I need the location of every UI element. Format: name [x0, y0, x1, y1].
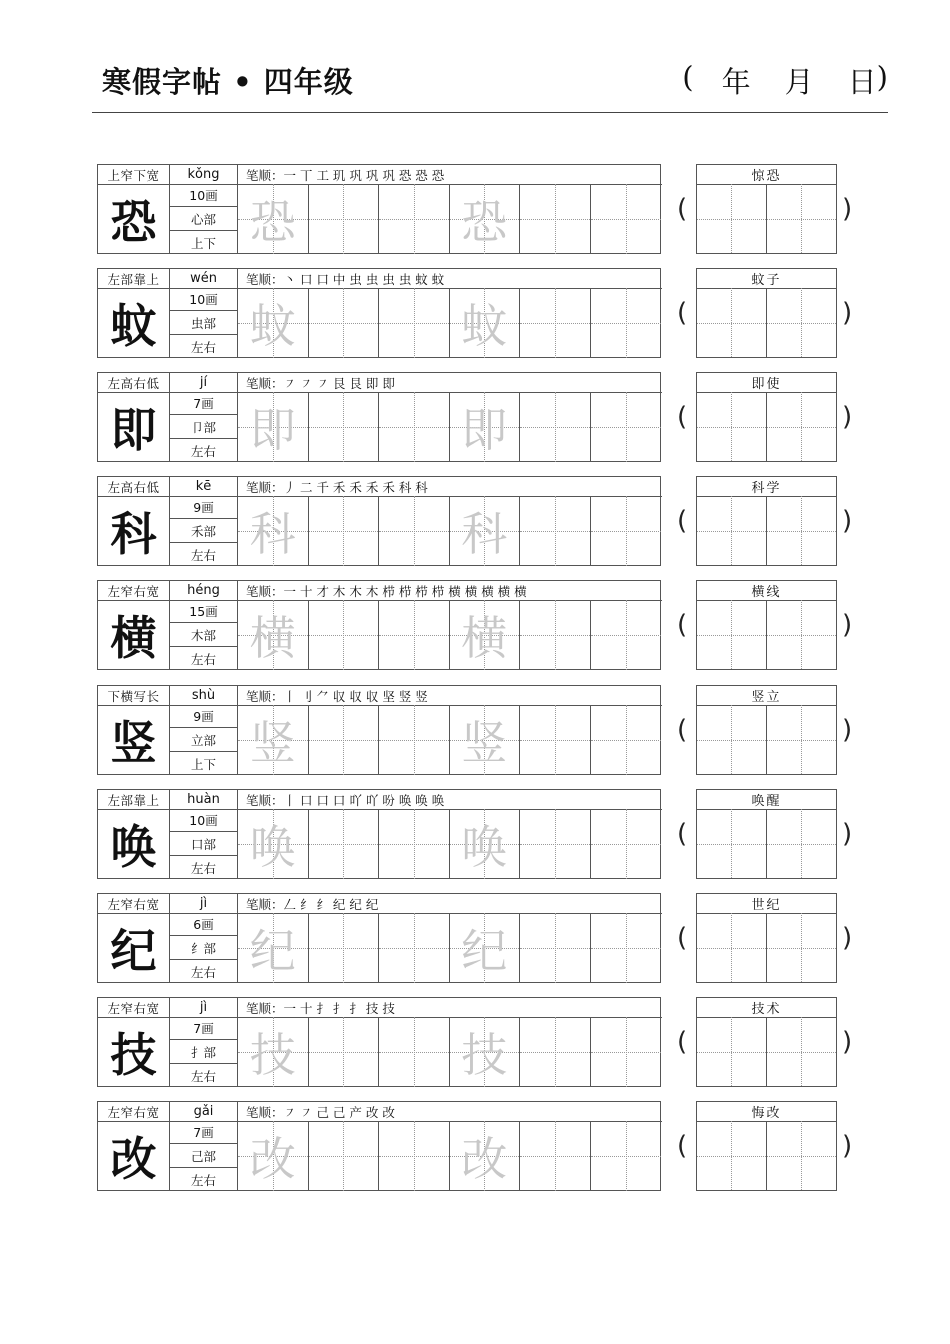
- character-row: [97, 789, 857, 881]
- trace-character: 竖: [249, 716, 296, 770]
- trace-character: 横: [249, 611, 296, 665]
- word-practice-square[interactable]: [697, 288, 767, 357]
- word-practice-square[interactable]: [767, 392, 837, 461]
- layout-label: 左右: [170, 647, 238, 670]
- model-character: 即: [98, 392, 170, 462]
- word-close-paren: ): [842, 923, 853, 953]
- model-character: 改: [98, 1121, 170, 1191]
- trace-character: 技: [249, 1028, 296, 1082]
- practice-square[interactable]: [520, 809, 591, 879]
- word-practice-square[interactable]: [697, 1017, 767, 1086]
- word-practice-square[interactable]: [697, 705, 767, 774]
- practice-square[interactable]: [591, 705, 662, 775]
- practice-grid: [238, 184, 661, 254]
- character-row: [97, 997, 857, 1089]
- trace-character: 改: [249, 1132, 296, 1186]
- word-open-paren: (: [677, 819, 688, 849]
- word-practice-square[interactable]: [697, 913, 767, 982]
- word-practice-square[interactable]: [767, 809, 837, 878]
- stroke-count: 10画: [170, 809, 238, 832]
- stroke-order-sequence: 丶 口 口 中 虫 虫 虫 虫 蚊 蚊: [283, 271, 445, 287]
- word-label: 竖立: [697, 686, 836, 706]
- stroke-count: 7画: [170, 392, 238, 415]
- word-practice-square[interactable]: [767, 288, 837, 357]
- practice-square[interactable]: [450, 288, 521, 358]
- word-box: [696, 164, 837, 254]
- character-row: [97, 372, 857, 464]
- practice-square[interactable]: [520, 288, 591, 358]
- practice-square[interactable]: [450, 705, 521, 775]
- practice-square[interactable]: [450, 913, 521, 983]
- practice-square[interactable]: [238, 392, 309, 462]
- structure-label: 左高右低: [98, 373, 170, 392]
- practice-square[interactable]: [309, 184, 380, 254]
- practice-square[interactable]: [591, 1121, 662, 1191]
- practice-square[interactable]: [450, 496, 521, 566]
- word-practice-square[interactable]: [697, 809, 767, 878]
- practice-square[interactable]: [379, 1017, 450, 1087]
- character-row: [97, 476, 857, 568]
- date-month-label: 月: [784, 65, 814, 99]
- stroke-order: [246, 373, 660, 392]
- stroke-count: 7画: [170, 1121, 238, 1144]
- trace-character: 即: [461, 403, 508, 457]
- stroke-order-sequence: 一 丅 工 玑 巩 巩 巩 恐 恐 恐: [283, 167, 445, 183]
- practice-square[interactable]: [520, 392, 591, 462]
- word-practice-square[interactable]: [697, 1121, 767, 1190]
- trace-character: 科: [249, 507, 296, 561]
- radical-label: 扌部: [170, 1040, 238, 1064]
- stroke-order-sequence: 丨 口 口 口 吖 吖 吩 唤 唤 唤: [283, 792, 445, 808]
- pinyin-label: shù: [170, 686, 238, 705]
- trace-character: 蚊: [461, 299, 508, 353]
- practice-square[interactable]: [238, 600, 309, 670]
- practice-square[interactable]: [379, 913, 450, 983]
- practice-square[interactable]: [450, 600, 521, 670]
- practice-square[interactable]: [520, 705, 591, 775]
- word-practice-square[interactable]: [697, 392, 767, 461]
- word-box: [696, 893, 837, 983]
- word-close-paren: ): [842, 610, 853, 640]
- trace-character: 纪: [249, 924, 296, 978]
- practice-square[interactable]: [309, 288, 380, 358]
- word-close-paren: ): [842, 819, 853, 849]
- word-practice-square[interactable]: [767, 600, 837, 669]
- trace-character: 改: [461, 1132, 508, 1186]
- practice-square[interactable]: [379, 1121, 450, 1191]
- layout-label: 上下: [170, 231, 238, 254]
- stroke-order: [246, 581, 660, 600]
- stroke-order-prefix: 笔顺：: [246, 583, 284, 599]
- character-row: [97, 893, 857, 985]
- trace-character: 唤: [461, 820, 508, 874]
- date-day-label: 日: [847, 65, 877, 99]
- practice-square[interactable]: [591, 809, 662, 879]
- word-label: 悔改: [697, 1102, 836, 1122]
- word-practice-square[interactable]: [767, 1017, 837, 1086]
- practice-grid: [238, 705, 661, 775]
- trace-character: 技: [461, 1028, 508, 1082]
- word-label: 蚊子: [697, 269, 836, 289]
- stroke-count: 9画: [170, 496, 238, 519]
- character-card: [97, 1101, 661, 1191]
- word-label: 世纪: [697, 894, 836, 914]
- stroke-order-prefix: 笔顺：: [246, 896, 284, 912]
- date-year-label: 年: [721, 65, 751, 99]
- pinyin-label: héng: [170, 581, 238, 600]
- word-close-paren: ): [842, 1131, 853, 1161]
- practice-square[interactable]: [238, 1017, 309, 1087]
- layout-label: 左右: [170, 1168, 238, 1191]
- practice-grid: [238, 1121, 661, 1191]
- practice-square[interactable]: [591, 600, 662, 670]
- radical-label: 心部: [170, 207, 238, 231]
- character-row: [97, 580, 857, 672]
- practice-square[interactable]: [591, 184, 662, 254]
- practice-square[interactable]: [238, 705, 309, 775]
- practice-square[interactable]: [309, 809, 380, 879]
- character-card: [97, 789, 661, 879]
- stroke-order-sequence: 一 十 才 木 木 木 栉 栉 栉 栉 横 横 横 横 横: [283, 583, 527, 599]
- practice-square[interactable]: [379, 496, 450, 566]
- word-open-paren: (: [677, 923, 688, 953]
- practice-square[interactable]: [238, 184, 309, 254]
- radical-label: 虫部: [170, 311, 238, 335]
- word-open-paren: (: [677, 1131, 688, 1161]
- word-box: [696, 580, 837, 670]
- character-card: [97, 164, 661, 254]
- stroke-order-prefix: 笔顺：: [246, 1000, 284, 1016]
- stroke-order: [246, 998, 660, 1017]
- trace-character: 科: [461, 507, 508, 561]
- pinyin-label: jí: [170, 373, 238, 392]
- word-practice-square[interactable]: [767, 496, 837, 565]
- practice-square[interactable]: [591, 496, 662, 566]
- layout-label: 左右: [170, 856, 238, 879]
- word-practice-square[interactable]: [767, 184, 837, 253]
- character-card: [97, 268, 661, 358]
- word-practice-square[interactable]: [767, 705, 837, 774]
- practice-square[interactable]: [520, 1121, 591, 1191]
- stroke-order-sequence: ㇇ ㇇ 己 己 产 改 改: [283, 1104, 395, 1120]
- structure-label: 左窄右宽: [98, 581, 170, 600]
- word-practice-square[interactable]: [697, 600, 767, 669]
- practice-grid: [238, 288, 661, 358]
- word-open-paren: (: [677, 715, 688, 745]
- stroke-order: [246, 686, 660, 705]
- practice-square[interactable]: [379, 288, 450, 358]
- stroke-order-prefix: 笔顺：: [246, 167, 284, 183]
- layout-label: 左右: [170, 335, 238, 358]
- character-row: [97, 1101, 857, 1193]
- pinyin-label: jì: [170, 894, 238, 913]
- trace-character: 横: [461, 611, 508, 665]
- practice-square[interactable]: [379, 705, 450, 775]
- word-box: [696, 997, 837, 1087]
- word-practice-square[interactable]: [767, 913, 837, 982]
- stroke-order: [246, 1102, 660, 1121]
- word-close-paren: ): [842, 194, 853, 224]
- word-label: 即使: [697, 373, 836, 393]
- stroke-order: [246, 894, 660, 913]
- word-box: [696, 789, 837, 879]
- stroke-order-prefix: 笔顺：: [246, 479, 284, 495]
- trace-character: 唤: [249, 820, 296, 874]
- practice-square[interactable]: [309, 705, 380, 775]
- model-character: 唤: [98, 809, 170, 879]
- practice-square[interactable]: [450, 184, 521, 254]
- trace-character: 纪: [461, 924, 508, 978]
- structure-label: 上窄下宽: [98, 165, 170, 184]
- layout-label: 左右: [170, 960, 238, 983]
- pinyin-label: gǎi: [170, 1102, 238, 1121]
- word-close-paren: ): [842, 402, 853, 432]
- practice-square[interactable]: [309, 392, 380, 462]
- pinyin-label: kǒng: [170, 165, 238, 184]
- practice-square[interactable]: [379, 809, 450, 879]
- stroke-order-prefix: 笔顺：: [246, 1104, 284, 1120]
- date-close-paren: ): [876, 60, 888, 94]
- practice-square[interactable]: [520, 1017, 591, 1087]
- character-card: [97, 997, 661, 1087]
- word-label: 唤醒: [697, 790, 836, 810]
- layout-label: 左右: [170, 439, 238, 462]
- word-open-paren: (: [677, 298, 688, 328]
- trace-character: 即: [249, 403, 296, 457]
- word-close-paren: ): [842, 715, 853, 745]
- stroke-count: 9画: [170, 705, 238, 728]
- practice-square[interactable]: [379, 392, 450, 462]
- practice-square[interactable]: [450, 392, 521, 462]
- word-open-paren: (: [677, 402, 688, 432]
- radical-label: 口部: [170, 832, 238, 856]
- structure-label: 下横写长: [98, 686, 170, 705]
- word-box: [696, 1101, 837, 1191]
- word-label: 科学: [697, 477, 836, 497]
- word-box: [696, 685, 837, 775]
- structure-label: 左窄右宽: [98, 998, 170, 1017]
- practice-grid: [238, 496, 661, 566]
- radical-label: 立部: [170, 728, 238, 752]
- word-open-paren: (: [677, 1027, 688, 1057]
- radical-label: 卩部: [170, 415, 238, 439]
- character-row: [97, 164, 857, 256]
- stroke-count: 15画: [170, 600, 238, 623]
- page-title: 寒假字帖 • 四年级: [102, 65, 354, 99]
- practice-square[interactable]: [309, 600, 380, 670]
- pinyin-label: jì: [170, 998, 238, 1017]
- structure-label: 左部靠上: [98, 790, 170, 809]
- practice-square[interactable]: [379, 600, 450, 670]
- trace-character: 恐: [249, 195, 296, 249]
- practice-square[interactable]: [591, 392, 662, 462]
- stroke-count: 7画: [170, 1017, 238, 1040]
- layout-label: 上下: [170, 752, 238, 775]
- practice-square[interactable]: [309, 1121, 380, 1191]
- stroke-order-prefix: 笔顺：: [246, 271, 284, 287]
- structure-label: 左窄右宽: [98, 894, 170, 913]
- character-row: [97, 685, 857, 777]
- stroke-order: [246, 165, 660, 184]
- practice-grid: [238, 1017, 661, 1087]
- stroke-order: [246, 790, 660, 809]
- practice-square[interactable]: [309, 496, 380, 566]
- stroke-order-sequence: 𠃋 纟 纟 纪 纪 纪: [283, 896, 379, 912]
- stroke-order-sequence: 一 十 扌 扌 扌 技 技: [283, 1000, 395, 1016]
- word-open-paren: (: [677, 194, 688, 224]
- practice-square[interactable]: [520, 184, 591, 254]
- word-box: [696, 476, 837, 566]
- word-practice-square[interactable]: [767, 1121, 837, 1190]
- structure-label: 左部靠上: [98, 269, 170, 288]
- practice-square[interactable]: [591, 913, 662, 983]
- word-label: 惊恐: [697, 165, 836, 185]
- page-header: [92, 52, 888, 113]
- practice-square[interactable]: [309, 1017, 380, 1087]
- word-label: 技术: [697, 998, 836, 1018]
- practice-grid: [238, 392, 661, 462]
- stroke-order-sequence: ㇇ ㇇ ㇇ 艮 艮 即 即: [283, 375, 395, 391]
- model-character: 恐: [98, 184, 170, 254]
- character-card: [97, 476, 661, 566]
- character-row: [97, 268, 857, 360]
- structure-label: 左高右低: [98, 477, 170, 496]
- character-card: [97, 685, 661, 775]
- radical-label: 纟部: [170, 936, 238, 960]
- stroke-order-sequence: 丨 刂 ⺈ 収 収 収 坚 竖 竖: [283, 688, 428, 704]
- model-character: 竖: [98, 705, 170, 775]
- practice-grid: [238, 809, 661, 879]
- word-close-paren: ): [842, 506, 853, 536]
- stroke-order-prefix: 笔顺：: [246, 792, 284, 808]
- model-character: 横: [98, 600, 170, 670]
- trace-character: 竖: [461, 716, 508, 770]
- practice-square[interactable]: [591, 288, 662, 358]
- layout-label: 左右: [170, 1064, 238, 1087]
- radical-label: 木部: [170, 623, 238, 647]
- practice-square[interactable]: [520, 600, 591, 670]
- practice-square[interactable]: [238, 809, 309, 879]
- pinyin-label: kē: [170, 477, 238, 496]
- layout-label: 左右: [170, 543, 238, 566]
- word-open-paren: (: [677, 506, 688, 536]
- trace-character: 恐: [461, 195, 508, 249]
- practice-square[interactable]: [309, 913, 380, 983]
- word-close-paren: ): [842, 1027, 853, 1057]
- practice-square[interactable]: [379, 184, 450, 254]
- character-card: [97, 372, 661, 462]
- word-box: [696, 268, 837, 358]
- practice-square[interactable]: [450, 1121, 521, 1191]
- date-open-paren: (: [682, 60, 694, 94]
- character-card: [97, 893, 661, 983]
- stroke-order: [246, 477, 660, 496]
- practice-square[interactable]: [520, 913, 591, 983]
- practice-square[interactable]: [520, 496, 591, 566]
- radical-label: 己部: [170, 1144, 238, 1168]
- pinyin-label: wén: [170, 269, 238, 288]
- character-card: [97, 580, 661, 670]
- pinyin-label: huàn: [170, 790, 238, 809]
- stroke-count: 10画: [170, 184, 238, 207]
- model-character: 科: [98, 496, 170, 566]
- practice-grid: [238, 913, 661, 983]
- stroke-order-sequence: 丿 二 千 禾 禾 禾 禾 科 科: [283, 479, 428, 495]
- practice-square[interactable]: [238, 1121, 309, 1191]
- date-field: [682, 60, 888, 101]
- stroke-order-prefix: 笔顺：: [246, 688, 284, 704]
- word-close-paren: ): [842, 298, 853, 328]
- word-practice-square[interactable]: [697, 496, 767, 565]
- practice-grid: [238, 600, 661, 670]
- model-character: 蚊: [98, 288, 170, 358]
- trace-character: 蚊: [249, 299, 296, 353]
- practice-square[interactable]: [238, 496, 309, 566]
- stroke-count: 6画: [170, 913, 238, 936]
- radical-label: 禾部: [170, 519, 238, 543]
- word-box: [696, 372, 837, 462]
- practice-square[interactable]: [450, 809, 521, 879]
- practice-square[interactable]: [591, 1017, 662, 1087]
- structure-label: 左窄右宽: [98, 1102, 170, 1121]
- practice-square[interactable]: [238, 288, 309, 358]
- stroke-count: 10画: [170, 288, 238, 311]
- word-open-paren: (: [677, 610, 688, 640]
- model-character: 纪: [98, 913, 170, 983]
- word-label: 横线: [697, 581, 836, 601]
- stroke-order-prefix: 笔顺：: [246, 375, 284, 391]
- model-character: 技: [98, 1017, 170, 1087]
- practice-square[interactable]: [238, 913, 309, 983]
- word-practice-square[interactable]: [697, 184, 767, 253]
- stroke-order: [246, 269, 660, 288]
- practice-square[interactable]: [450, 1017, 521, 1087]
